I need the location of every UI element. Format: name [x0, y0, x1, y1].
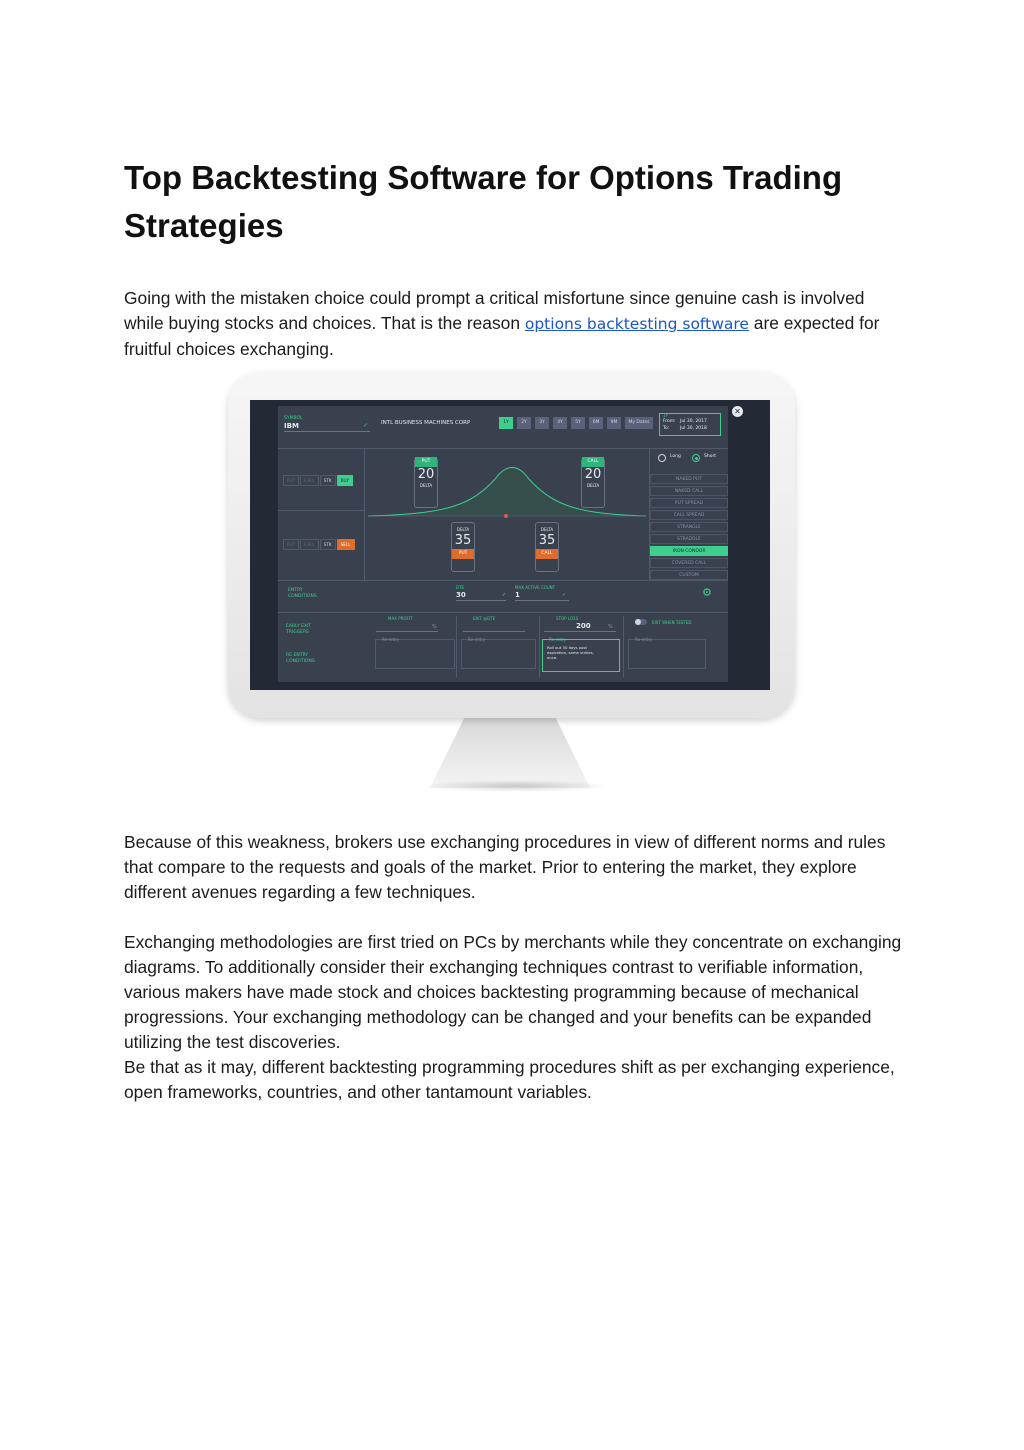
max-profit-label: MAX PROFIT — [388, 616, 413, 621]
max-profit-reentry-box[interactable] — [375, 639, 455, 669]
max-active-check-icon: ✓ — [562, 592, 567, 598]
monitor-stand-shadow — [420, 780, 610, 792]
stop-loss-label: STOP LOSS — [556, 616, 579, 621]
symbol-label: SYMBOL — [284, 416, 303, 421]
leg-buy-put-delta: 20 — [417, 467, 435, 482]
strategy-naked-put[interactable]: NAKED PUT — [650, 474, 728, 484]
range-9m-button[interactable]: 9M — [607, 417, 621, 429]
range-1y-button[interactable]: 1Y — [499, 417, 513, 429]
intro-text: Going with the mistaken choice could prompt a critical misfortune since genuine cash is involved while buying stocks and choices. That is the reason — [124, 288, 865, 333]
paragraph-4: Be that as it may, different backtesting programming procedures shift as per exchanging experience, open frameworks, countries, and other tantamount variables. — [124, 1057, 895, 1102]
from-label: From: — [663, 419, 676, 424]
stop-loss-reentry-box[interactable] — [542, 639, 620, 672]
leg-sell-put-delta: 35 — [454, 533, 472, 548]
entry-conditions-label: ENTRY CONDITIONS — [288, 588, 317, 599]
reentry-label-2: Re-entry — [468, 637, 486, 642]
max-profit-percent: % — [432, 624, 437, 630]
leg-sell-put — [452, 527, 474, 559]
monitor-image — [228, 372, 795, 718]
leg-buy-call-delta: 20 — [584, 467, 602, 482]
reentry-note: Roll out 30 days post expiration, same strikes, once. — [547, 645, 594, 660]
pill-buy[interactable]: BUY — [337, 475, 354, 486]
check-icon: ✓ — [363, 422, 369, 429]
from-date: Jul 30, 2017 — [680, 419, 707, 424]
strategy-naked-call[interactable]: NAKED CALL — [650, 486, 728, 496]
reentry-label-3: Re-entry — [549, 637, 567, 642]
exit-tested-reentry-box[interactable] — [628, 639, 706, 669]
dte-check-icon: ✓ — [502, 592, 507, 598]
short-label: Short — [704, 454, 717, 459]
date-range-label: 1Y — [663, 413, 668, 418]
max-active-input[interactable]: 1 — [515, 591, 520, 599]
range-3y-button[interactable]: 3Y — [535, 417, 549, 429]
max-active-label: MAX ACTIVE COUNT — [515, 585, 556, 590]
pill-stk[interactable]: STK — [320, 539, 336, 550]
stop-loss-input[interactable]: 200 — [576, 622, 591, 630]
leg-sell-call-delta: 35 — [538, 533, 556, 548]
exit-tested-label: EXIT WHEN TESTED — [652, 620, 692, 625]
strategy-strangle[interactable]: STRANGLE — [650, 522, 728, 532]
range-2y-button[interactable]: 2Y — [517, 417, 531, 429]
dte-label: DTE — [456, 585, 465, 590]
to-label: To: — [663, 426, 670, 431]
range-5y-button[interactable]: 5Y — [571, 417, 585, 429]
leg-sell-put-type: PUT — [452, 549, 474, 559]
strategy-call-spread[interactable]: CALL SPREAD — [650, 510, 728, 520]
range-6m-button[interactable]: 6M — [589, 417, 603, 429]
exit-dte-reentry-box[interactable] — [461, 639, 536, 669]
short-radio[interactable] — [692, 454, 700, 462]
symbol-input[interactable]: IBM — [284, 422, 299, 430]
leg-buy-put-delta-label: DELTA — [419, 483, 433, 488]
strategy-put-spread[interactable]: PUT SPREAD — [650, 498, 728, 508]
leg-buy-put-type: PUT — [415, 457, 437, 467]
strategy-straddle[interactable]: STRADDLE — [650, 534, 728, 544]
date-range-box[interactable] — [659, 413, 721, 436]
company-name: INTL BUSINESS MACHINES CORP — [381, 420, 471, 426]
strategy-iron-condor[interactable]: IRON CONDOR — [650, 546, 728, 556]
pill-sell[interactable]: SELL — [337, 539, 355, 550]
leg-buy-put — [415, 457, 437, 489]
strategy-custom[interactable]: CUSTOM — [650, 570, 728, 580]
strategy-covered-call[interactable]: COVERED CALL — [650, 558, 728, 568]
reentry-label-1: Re-entry — [382, 637, 400, 642]
pill-stk[interactable]: STK — [320, 475, 336, 486]
leg-sell-call — [536, 527, 558, 559]
exit-dte-label: EXIT @DTE — [473, 616, 496, 621]
reentry-label: RE-ENTRY CONDITIONS — [286, 653, 315, 664]
dte-input[interactable]: 30 — [456, 591, 466, 599]
pill-call[interactable]: CALL — [300, 475, 318, 486]
stop-loss-percent: % — [608, 624, 613, 630]
sell-leg-row — [283, 539, 356, 550]
intro-paragraph — [124, 286, 904, 362]
buy-leg-row — [283, 475, 354, 486]
pill-put[interactable]: PUT — [283, 539, 299, 550]
leg-sell-put-delta-label: DELTA — [456, 527, 470, 532]
leg-sell-call-type: CALL — [536, 549, 558, 559]
reentry-label-4: Re-entry — [635, 637, 653, 642]
leg-buy-call-type: CALL — [582, 457, 604, 467]
my-dates-button[interactable]: My Dates — [625, 417, 653, 429]
leg-sell-call-delta-label: DELTA — [540, 527, 554, 532]
gear-icon[interactable]: ⚙ — [702, 586, 712, 599]
pill-put[interactable]: PUT — [283, 475, 299, 486]
pill-call[interactable]: CALL — [300, 539, 318, 550]
exit-tested-toggle[interactable] — [635, 619, 647, 625]
page-title: Top Backtesting Software for Options Trading Strategies — [124, 159, 843, 244]
close-icon[interactable]: ✕ — [732, 406, 743, 417]
paragraph-3: Exchanging methodologies are first tried on PCs by merchants while they concentrate on exchanging diagrams. To additionally consider their exchanging techniques contrast to verifiable information, various makers have made stock and choices backtesting programming because of mechanical progressions. Your exchanging methodology can be changed and your benefits can be expanded utilizing the test discoveries. — [124, 932, 902, 1052]
leg-buy-call — [582, 457, 604, 489]
range-4y-button[interactable]: 4Y — [553, 417, 567, 429]
backtest-app — [278, 406, 728, 682]
paragraph-2: Because of this weakness, brokers use exchanging procedures in view of different norms and rules that compare to the requests and goals of the market. Prior to entering the market, they explore different avenues regarding a few techniques. — [124, 832, 886, 902]
early-exit-label: EARLY EXIT TRIGGERS — [286, 624, 312, 635]
leg-buy-call-delta-label: DELTA — [586, 483, 600, 488]
monitor-stand — [430, 716, 590, 788]
to-date: Jul 30, 2018 — [680, 426, 707, 431]
long-label: Long — [670, 454, 681, 459]
monitor-screen — [250, 400, 770, 690]
long-radio[interactable] — [658, 454, 666, 462]
payoff-curve — [366, 448, 648, 580]
intro-text-end: are expected for fruitful choices exchanging. — [124, 313, 880, 359]
options-backtesting-link[interactable]: options backtesting software — [524, 315, 749, 333]
